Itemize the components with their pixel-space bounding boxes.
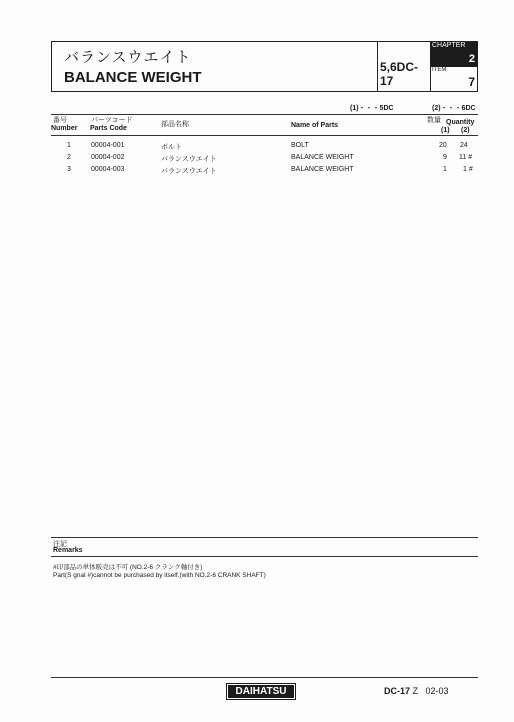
row-qty-1: 9 <box>443 154 447 161</box>
row-number: 3 <box>67 166 71 173</box>
legend-col1: (1)・・・5DC <box>350 105 394 112</box>
chapter-number: 2 <box>468 53 475 65</box>
model-cell <box>377 42 431 91</box>
col-code-en: Parts Code <box>90 125 127 132</box>
remarks-note-jp: #印部品の単体販売は不可 (NO.2-6 クランク軸付き) <box>53 564 203 571</box>
title-english: BALANCE WEIGHT <box>64 69 202 86</box>
doc-rev: Z <box>412 686 419 696</box>
footer-rule <box>51 677 478 678</box>
row-qty-2: 24 <box>460 142 468 149</box>
remarks-label-jp: 注記 <box>53 540 67 548</box>
row-name-en: BALANCE WEIGHT <box>291 166 354 173</box>
row-name-jp: ボルト <box>161 144 182 151</box>
row-number: 1 <box>67 142 71 149</box>
title-japanese: バランスウエイト <box>64 48 192 66</box>
remarks-label-en: Remarks <box>53 547 83 554</box>
table-row <box>0 166 514 178</box>
remarks-rule <box>51 556 478 557</box>
table-header-rule <box>51 135 478 136</box>
row-name-en: BOLT <box>291 142 309 149</box>
remarks-note-en: Part(S gnal #)cannot be purchased by itself.(with NO.2-6 CRANK SHAFT) <box>53 572 266 579</box>
col-name-jp: 部品名称 <box>161 121 189 128</box>
item-label: ITEM <box>432 67 447 73</box>
col-number-en: Number <box>51 125 78 132</box>
item-cell <box>430 67 478 91</box>
model-code: 5,6DC-17 <box>380 60 419 88</box>
col-number-jp: 番号 <box>53 117 67 124</box>
doc-code: DC-17 <box>384 686 411 696</box>
doc-date: 02-03 <box>425 686 449 696</box>
chapter-cell <box>430 42 478 67</box>
document-code <box>384 686 449 696</box>
row-code: 00004-002 <box>91 154 125 161</box>
row-number: 2 <box>67 154 71 161</box>
row-code: 00004-003 <box>91 166 125 173</box>
chapter-label: CHAPTER <box>432 42 466 49</box>
col-code-jp: パーツコード <box>91 117 133 124</box>
chapter-item-block <box>430 42 478 91</box>
row-qty-1: 1 <box>443 166 447 173</box>
row-qty-1: 20 <box>439 142 447 149</box>
row-qty-2: 1 # <box>463 166 473 173</box>
row-name-en: BALANCE WEIGHT <box>291 154 354 161</box>
row-qty-2: 11 # <box>459 154 473 161</box>
page-header <box>51 41 478 92</box>
table-row <box>0 154 514 166</box>
col-qty-2: (2) <box>461 127 470 134</box>
table-row <box>0 142 514 154</box>
row-code: 00004-001 <box>91 142 125 149</box>
col-qty-jp: 数量 <box>427 117 441 124</box>
col-qty-en: Quantity <box>446 119 475 126</box>
remarks-top-rule <box>51 537 478 538</box>
table-top-rule <box>51 114 478 115</box>
legend-col2: (2)・・・6DC <box>432 105 476 112</box>
col-name-en: Name of Parts <box>291 122 339 129</box>
item-number: 7 <box>468 75 475 89</box>
row-name-jp: バランスウエイト <box>161 168 217 175</box>
daihatsu-logo: DAIHATSU <box>226 683 296 700</box>
col-qty-1: (1) <box>441 127 450 134</box>
row-name-jp: バランスウエイト <box>161 156 217 163</box>
